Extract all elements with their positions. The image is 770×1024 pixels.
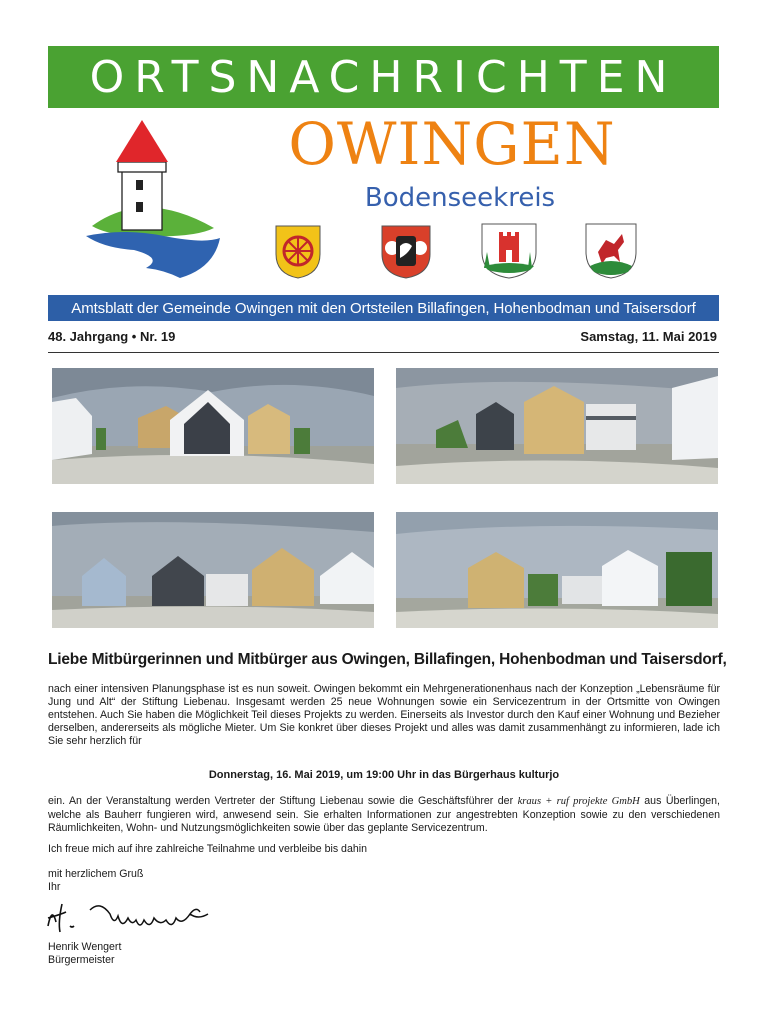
letter-headline: Liebe Mitbürgerinnen und Mitbürger aus Owingen, Billafingen, Hohenbodman und Taisersdorf, [48, 651, 727, 668]
issue-number: 48. Jahrgang • Nr. 19 [48, 329, 176, 344]
letter-paragraph-1: nach einer intensiven Planungsphase ist es nun soweit. Owingen bekommt ein Mehrgenerationenhaus nach der Konzeption „Lebensräume für Jung und Alt“ der Stiftung Liebenau. Insgesamt werden 25 neue Wohnungen sowie ein Servicezentrum in der Ortsmitte von Owingen entstehen. Auch Sie haben die Möglichkeit Teil dieses Projekts zu werden. Einerseits als Investor durch den Kauf einer Wohnung und Bezieher derselben, andererseits als mögliche Mieter. Um Sie konkret über dieses Projekt und alles was damit zusammenhängt zu informieren, lade ich Sie sehr herzlich für [48, 683, 720, 747]
letter-paragraph-2 [48, 795, 720, 835]
rendering-photo-3 [52, 512, 374, 628]
signer-title: Bürgermeister [48, 954, 115, 966]
letter-paragraph-3: Ich freue mich auf ihre zahlreiche Teilnahme und verbleibe bis dahin [48, 843, 367, 855]
castle-crest-icon [480, 222, 538, 280]
masthead-banner [48, 46, 719, 108]
wheel-crest-icon [274, 224, 322, 280]
district-name: Bodenseekreis [364, 183, 556, 213]
rendering-photo-4 [396, 512, 718, 628]
goat-crest-icon [584, 222, 638, 280]
closing-ihr: Ihr [48, 881, 61, 893]
paragraph-2-start: ein. An der Veranstaltung werden Vertreter der Stiftung Liebenau sowie die Geschäftsführer der [48, 795, 518, 807]
masthead-subtitle: Amtsblatt der Gemeinde Owingen mit den Ortsteilen Billafingen, Hohenbodman und Taisersdorf [71, 299, 696, 317]
company-name: kraus + ruf projekte GmbH [517, 796, 640, 807]
masthead-title: ORTSNACHRICHTEN [89, 51, 678, 103]
divider [48, 352, 719, 353]
rendering-photo-2 [396, 368, 718, 484]
signer-name: Henrik Wengert [48, 941, 122, 953]
issue-date: Samstag, 11. Mai 2019 [580, 329, 717, 344]
rendering-photo-1 [52, 368, 374, 484]
handwritten-signature-icon [40, 896, 220, 944]
paragraph-2-end: aus Überlingen, welche als Bauherr fungieren wird, anwesend sein. Sie erhalten Informationen zur angestrebten Konzeption sowie zu den verschiedenen Räumlichkeiten, Wohn- und Nutzungsmöglichkeiten sowie über das geplante Servicezentrum. [48, 795, 720, 834]
town-name: OWINGEN [288, 110, 616, 178]
tower-logo-icon [84, 118, 224, 288]
bird-crest-icon [380, 224, 432, 280]
closing-greeting: mit herzlichem Gruß [48, 868, 144, 880]
subtitle-bar [48, 295, 719, 321]
event-announcement: Donnerstag, 16. Mai 2019, um 19:00 Uhr in das Bürgerhaus kulturjo [208, 769, 560, 781]
